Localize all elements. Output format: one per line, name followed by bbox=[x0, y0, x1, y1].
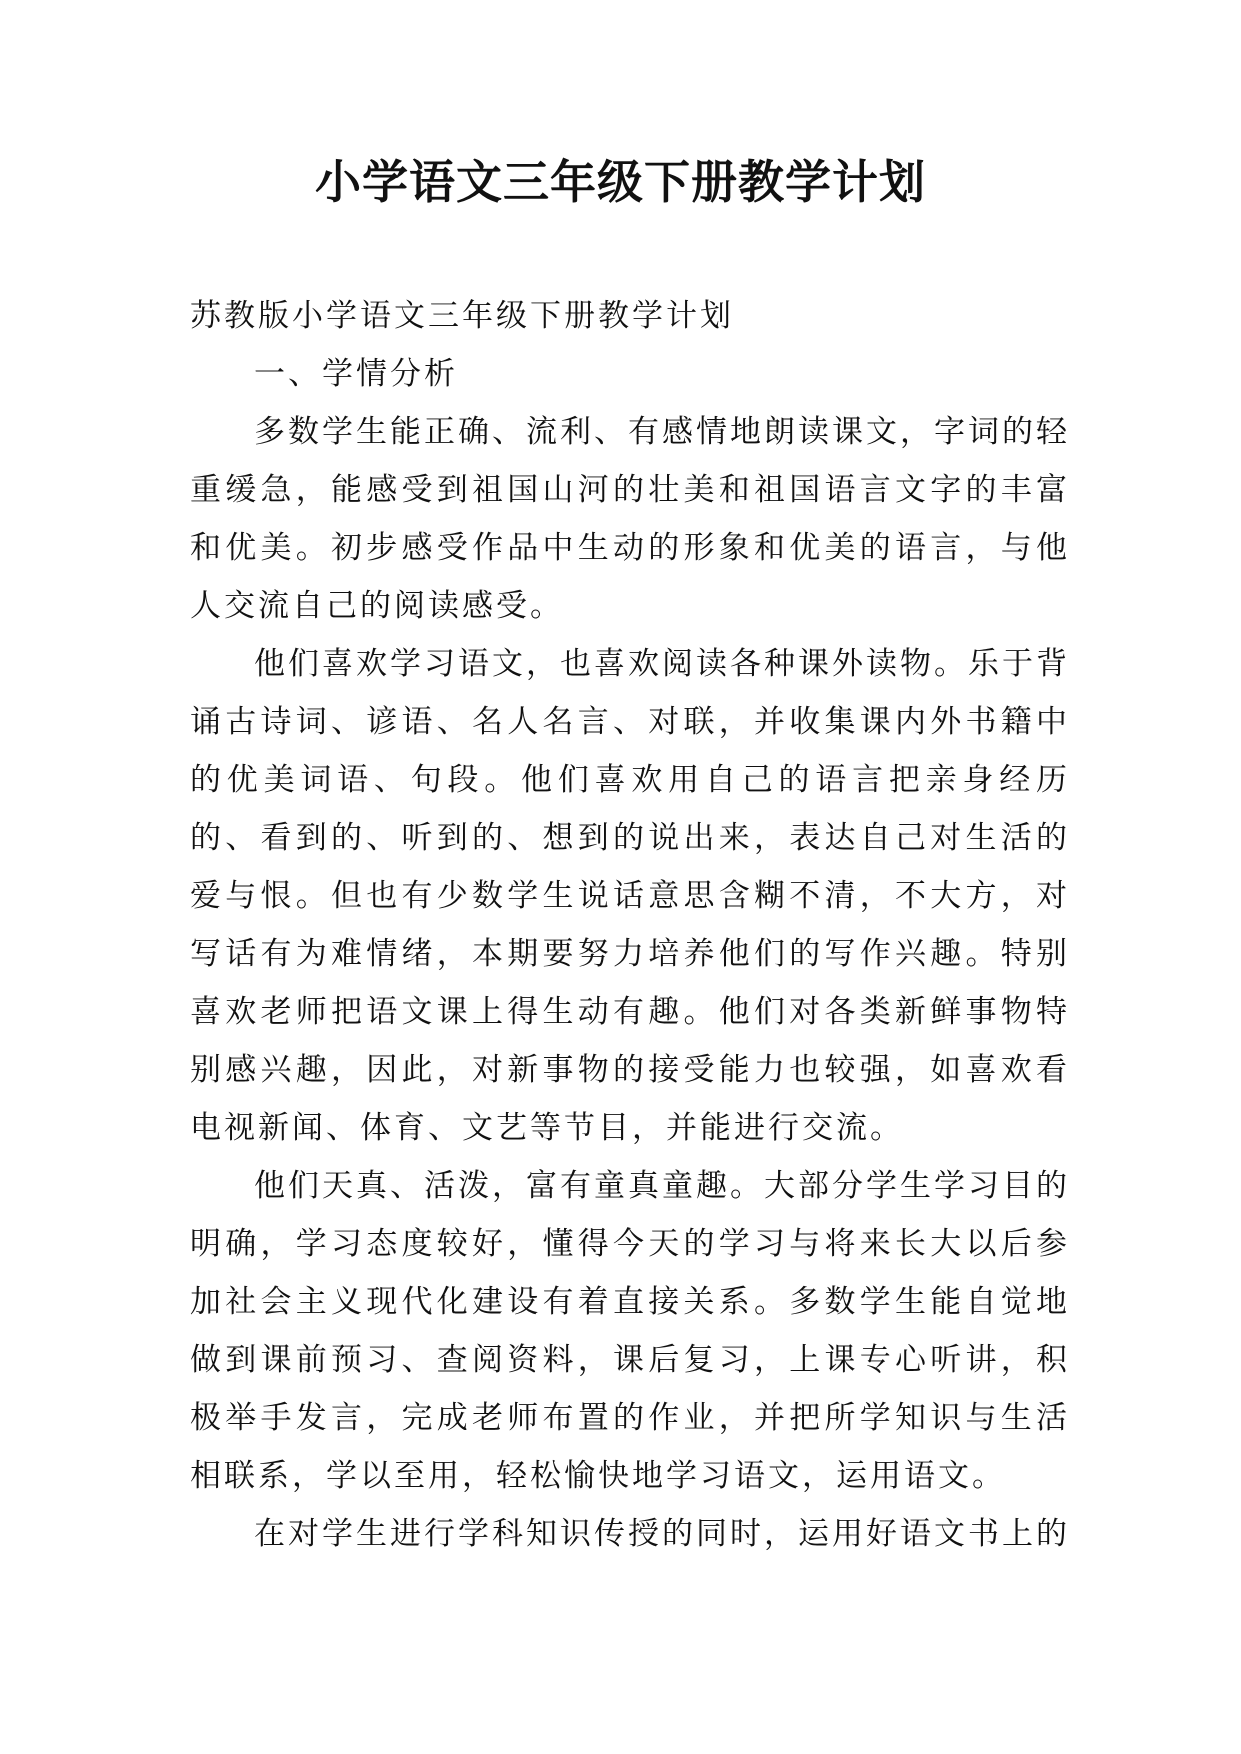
paragraph: 多数学生能正确、流利、有感情地朗读课文，字词的轻重缓急，能感受到祖国山河的壮美和祖国语言文字的丰富和优美。初步感受作品中生动的形象和优美的语言，与他人交流自己的阅读感受。 bbox=[190, 414, 1070, 624]
paragraph: 他们喜欢学习语文，也喜欢阅读各种课外读物。乐于背诵古诗词、谚语、名人名言、对联，并收集课内外书籍中的优美词语、句段。他们喜欢用自己的语言把亲身经历的、看到的、听到的、想到的说出来，表达自己对生活的爱与恨。但也有少数学生说话意思含糊不清，不大方，对写话有为难情绪，本期要努力培养他们的写作兴趣。特别喜欢老师把语文课上得生动有趣。他们对各类新鲜事物特别感兴趣，因此，对新事物的接受能力也较强，如喜欢看电视新闻、体育、文艺等节目，并能进行交流。 bbox=[190, 646, 1070, 1146]
paragraph: 在对学生进行学科知识传授的同时，运用好语文书上的 bbox=[254, 1516, 1070, 1552]
document-title: 小学语文三年级下册教学计划 bbox=[315, 155, 926, 209]
section-heading: 一、学情分析 bbox=[254, 356, 458, 392]
document-subtitle: 苏教版小学语文三年级下册教学计划 bbox=[190, 298, 734, 334]
paragraph: 他们天真、活泼，富有童真童趣。大部分学生学习目的明确，学习态度较好，懂得今天的学习与将来长大以后参加社会主义现代化建设有着直接关系。多数学生能自觉地做到课前预习、查阅资料，课后复习，上课专心听讲，积极举手发言，完成老师布置的作业，并把所学知识与生活相联系，学以至用，轻松愉快地学习语文，运用语文。 bbox=[190, 1168, 1070, 1494]
document-body bbox=[190, 287, 1070, 1563]
